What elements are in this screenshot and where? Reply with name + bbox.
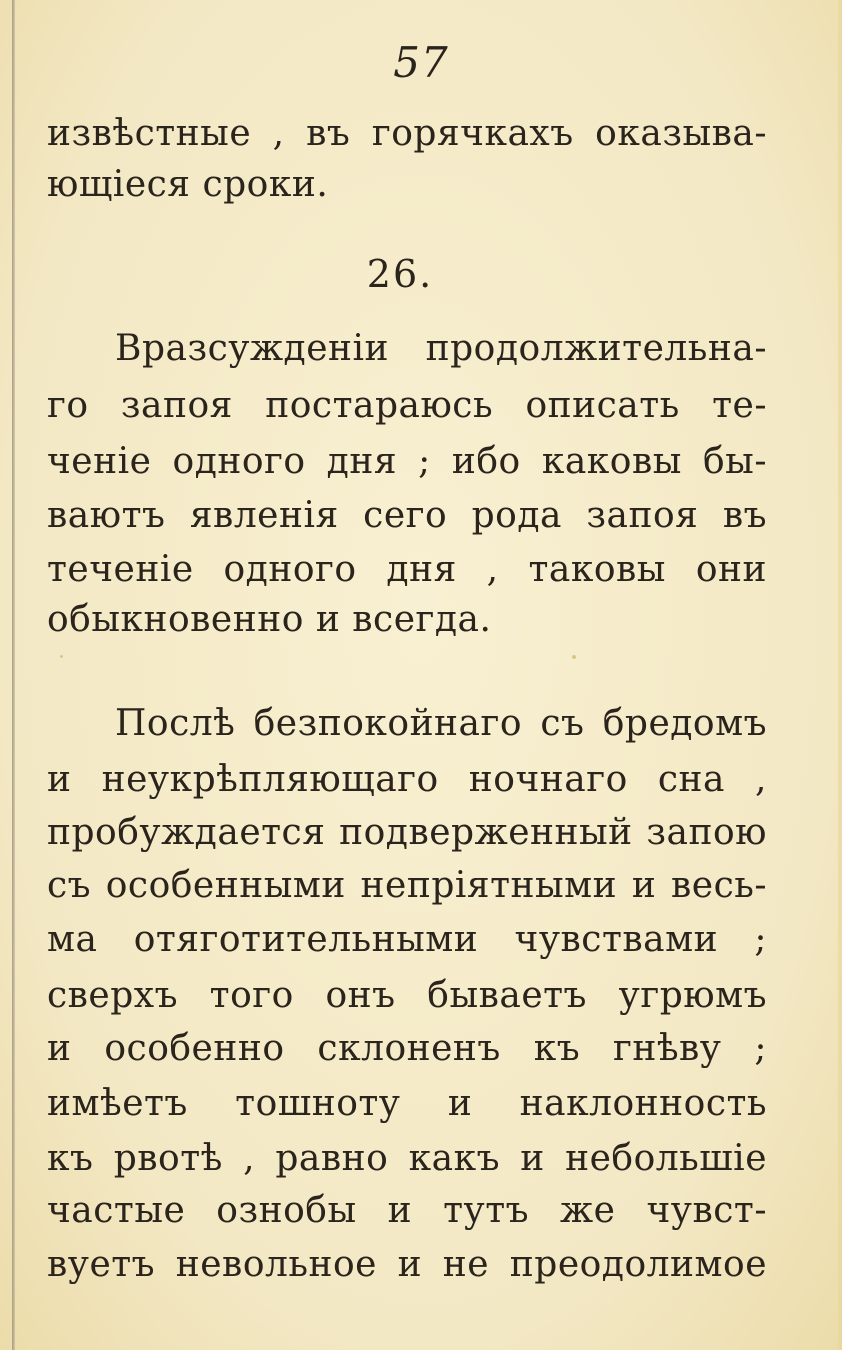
paper-speck [60, 655, 63, 658]
text-line: пробуждается подверженный запою [47, 812, 767, 853]
text-line: ваютъ явленія сего рода запоя въ [47, 495, 767, 536]
text-line: Послѣ безпокойнаго съ бредомъ [115, 703, 767, 744]
text-line: обыкновенно и всегда. [47, 599, 492, 640]
page-edge-left [12, 0, 15, 1350]
text-line: частые ознобы и тутъ же чувст- [47, 1190, 767, 1231]
text-line: съ особенными непріятными и весь- [47, 865, 767, 906]
page-edge-right [838, 0, 842, 1350]
text-line: Вразсужденіи продолжительна- [115, 328, 767, 369]
text-line: сверхъ того онъ бываетъ угрюмъ [47, 975, 767, 1016]
text-line: и неукрѣпляющаго ночнаго сна , [47, 759, 767, 800]
text-line: вуетъ невольное и не преодолимое [47, 1244, 767, 1285]
text-line: го запоя постараюсь описать те- [47, 385, 767, 426]
text-line: извѣстные , въ горячкахъ оказыва- [47, 113, 767, 154]
page-number: 57 [393, 38, 449, 87]
text-line: къ рвотѣ , равно какъ и небольшіе [47, 1138, 767, 1179]
text-line: теченіе одного дня , таковы они [47, 549, 767, 590]
paper-speck [572, 655, 576, 659]
text-line: ющіеся сроки. [47, 164, 329, 205]
text-line: ма отяготительными чувствами ; [47, 919, 767, 960]
text-line: и особенно склоненъ къ гнѣву ; [47, 1028, 767, 1069]
text-line: ченіе одного дня ; ибо каковы бы- [47, 441, 767, 482]
text-line: имѣетъ тошноту и наклонность [47, 1083, 767, 1124]
section-number: 26. [366, 252, 434, 296]
